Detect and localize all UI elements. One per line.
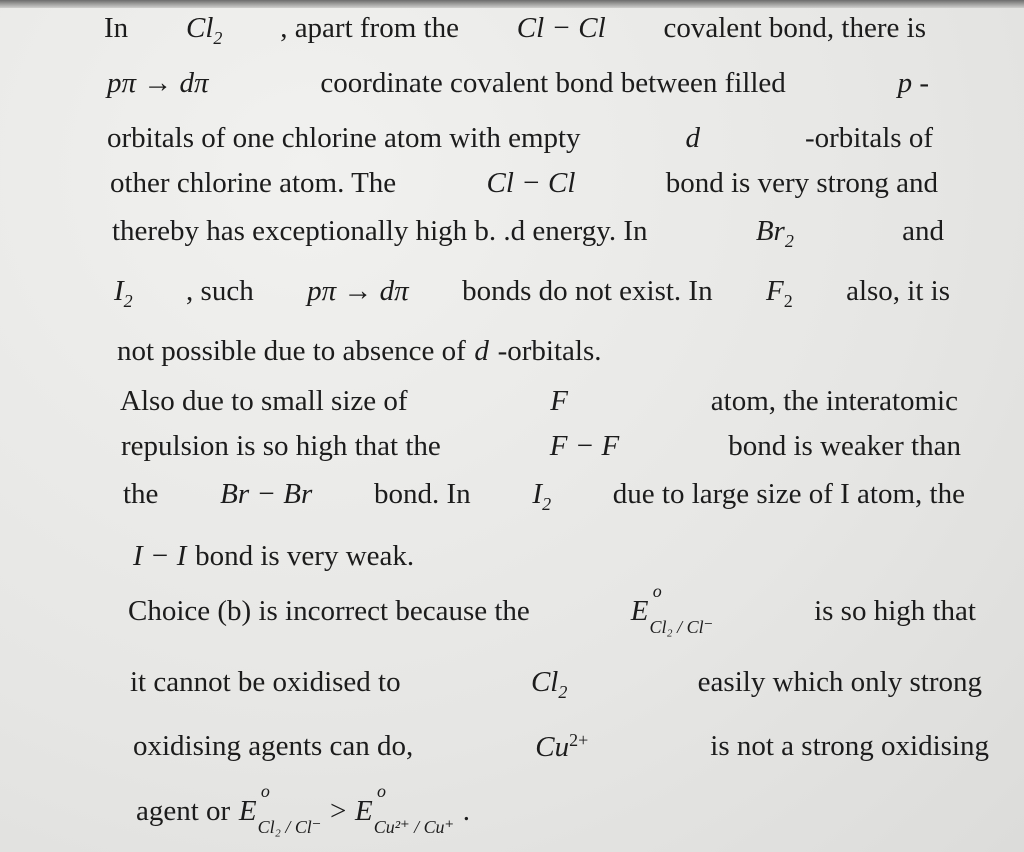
text-fragment: agent or	[136, 795, 231, 827]
text-fragment: is so high that	[814, 595, 976, 627]
text-fragment: bond is weaker than	[728, 430, 961, 462]
text-run	[123, 478, 158, 515]
text-run	[136, 795, 230, 827]
math-symbol: I	[532, 478, 543, 510]
subscript: 2	[213, 27, 223, 48]
math-symbol: pπ → dπ	[107, 67, 209, 99]
math-term	[686, 122, 701, 155]
text-run	[104, 12, 128, 49]
math-symbol: I	[114, 275, 124, 307]
math-term	[186, 12, 222, 49]
text-fragment: also, it is	[846, 275, 950, 307]
text-fragment: , apart from the	[280, 12, 459, 44]
text-run	[120, 385, 408, 418]
electrode-potential	[355, 781, 455, 837]
text-line	[133, 540, 414, 573]
text-fragment: bond is very strong and	[665, 167, 938, 199]
text-run	[195, 540, 414, 572]
text-run	[320, 67, 785, 100]
text-fragment: .	[462, 795, 470, 827]
text-fragment: coordinate covalent bond between filled	[320, 67, 786, 99]
text-run	[186, 275, 254, 312]
subscript: 2	[558, 681, 568, 702]
text-fragment: covalent bond, there is	[663, 12, 926, 44]
subscript: 2	[784, 230, 794, 251]
math-term	[756, 215, 794, 252]
math-symbol: d	[474, 335, 489, 367]
text-fragment: -orbitals of	[804, 122, 933, 154]
math-term	[517, 12, 606, 49]
math-symbol: p -	[897, 67, 929, 99]
math-term	[535, 730, 588, 764]
text-run	[107, 122, 581, 155]
text-run	[814, 595, 976, 637]
text-line	[104, 12, 926, 49]
text-fragment: >	[329, 795, 347, 827]
math-term	[220, 478, 312, 515]
text-line	[107, 67, 929, 100]
text-run	[698, 666, 982, 703]
standard-state-mark: o	[652, 581, 662, 601]
math-term	[531, 666, 567, 703]
potential-symbol: E	[355, 795, 373, 827]
text-run	[462, 275, 713, 312]
math-term	[550, 385, 568, 418]
math-term	[766, 275, 793, 312]
math-symbol: pπ → dπ	[307, 275, 409, 307]
text-fragment: -orbitals.	[497, 335, 602, 367]
math-term	[487, 167, 576, 200]
text-run	[666, 167, 938, 200]
text-fragment: due to large size of I atom, the	[612, 478, 965, 510]
math-symbol: F	[765, 275, 784, 307]
text-line	[120, 385, 958, 418]
text-run	[110, 167, 396, 200]
text-fragment: bond. In	[373, 478, 471, 510]
text-fragment: bond is very weak.	[195, 540, 415, 572]
math-symbol: Br	[755, 215, 785, 247]
text-run	[663, 12, 926, 49]
text-fragment: Also due to small size of	[120, 385, 408, 417]
text-run	[711, 385, 958, 418]
text-fragment: repulsion is so high that the	[121, 430, 441, 462]
text-run	[133, 730, 413, 764]
standard-state-mark: o	[260, 781, 270, 801]
subscript: 2	[123, 290, 133, 311]
math-symbol: Cl	[530, 666, 559, 698]
potential-symbol: E	[630, 595, 649, 627]
text-fragment: oxidising agents can do,	[133, 730, 414, 762]
text-run	[128, 595, 530, 637]
standard-state-mark: o	[377, 781, 387, 801]
text-run	[902, 215, 944, 252]
math-symbol: Cl	[185, 12, 214, 44]
math-term	[532, 478, 551, 515]
text-fragment: easily which only strong	[697, 666, 982, 698]
math-symbol: Cl − Cl	[486, 167, 576, 199]
text-run	[805, 122, 933, 155]
text-run	[463, 795, 470, 827]
text-line	[130, 666, 982, 703]
text-run	[117, 335, 466, 367]
text-line	[114, 275, 950, 312]
text-run	[498, 335, 602, 367]
superscript: 2+	[569, 730, 589, 750]
text-run	[374, 478, 471, 515]
subscript: 2	[542, 493, 552, 514]
text-line	[123, 478, 965, 515]
couple-subscript: Cu²⁺ / Cu⁺	[373, 816, 455, 837]
text-fragment: atom, the interatomic	[710, 385, 958, 417]
couple-subscript: Cl₂ / Cl⁻	[257, 816, 322, 837]
math-term	[114, 275, 133, 312]
electrode-potential	[238, 781, 322, 837]
text-line	[107, 122, 933, 155]
text-fragment: thereby has exceptionally high b. .d energy. In	[112, 215, 648, 247]
math-symbol: Cu	[535, 730, 570, 763]
text-line	[128, 581, 976, 637]
text-run	[728, 430, 961, 463]
text-fragment: and	[902, 215, 944, 247]
electrode-potential	[630, 581, 714, 637]
math-symbol: F	[550, 385, 569, 417]
text-line	[133, 730, 989, 764]
math-term	[107, 67, 209, 100]
text-run	[330, 795, 346, 827]
text-line	[136, 781, 470, 837]
text-fragment: not possible due to absence of	[117, 335, 466, 367]
subscript: 2	[783, 290, 793, 311]
text-run	[710, 730, 989, 764]
text-run	[130, 666, 401, 703]
text-fragment: Choice (b) is incorrect because the	[128, 595, 530, 627]
text-run	[112, 215, 648, 252]
text-fragment: orbitals of one chlorine atom with empty	[107, 122, 581, 154]
text-fragment: other chlorine atom. The	[110, 167, 397, 199]
text-fragment: the	[123, 478, 159, 510]
text-run	[280, 12, 459, 49]
text-line	[121, 430, 961, 463]
math-symbol: I − I	[133, 540, 187, 572]
couple-subscript: Cl₂ / Cl⁻	[649, 616, 714, 637]
math-term	[133, 540, 186, 572]
text-fragment: In	[104, 12, 129, 44]
math-term	[474, 335, 489, 367]
text-run	[846, 275, 950, 312]
text-line	[112, 215, 944, 252]
math-symbol: Cl − Cl	[516, 12, 606, 44]
potential-symbol: E	[238, 795, 257, 827]
text-line	[117, 335, 602, 368]
text-run	[613, 478, 965, 515]
page-top-shadow	[0, 0, 1024, 8]
math-term	[550, 430, 620, 463]
math-term	[898, 67, 929, 100]
text-fragment: bonds do not exist. In	[462, 275, 713, 307]
text-fragment: , such	[186, 275, 254, 307]
math-symbol: d	[685, 122, 700, 154]
text-fragment: is not a strong oxidising	[710, 730, 989, 762]
math-symbol: Br − Br	[220, 478, 313, 510]
math-term	[307, 275, 409, 312]
text-line	[110, 167, 938, 200]
text-run	[121, 430, 441, 463]
text-fragment: it cannot be oxidised to	[130, 666, 401, 698]
math-symbol: F − F	[549, 430, 620, 462]
